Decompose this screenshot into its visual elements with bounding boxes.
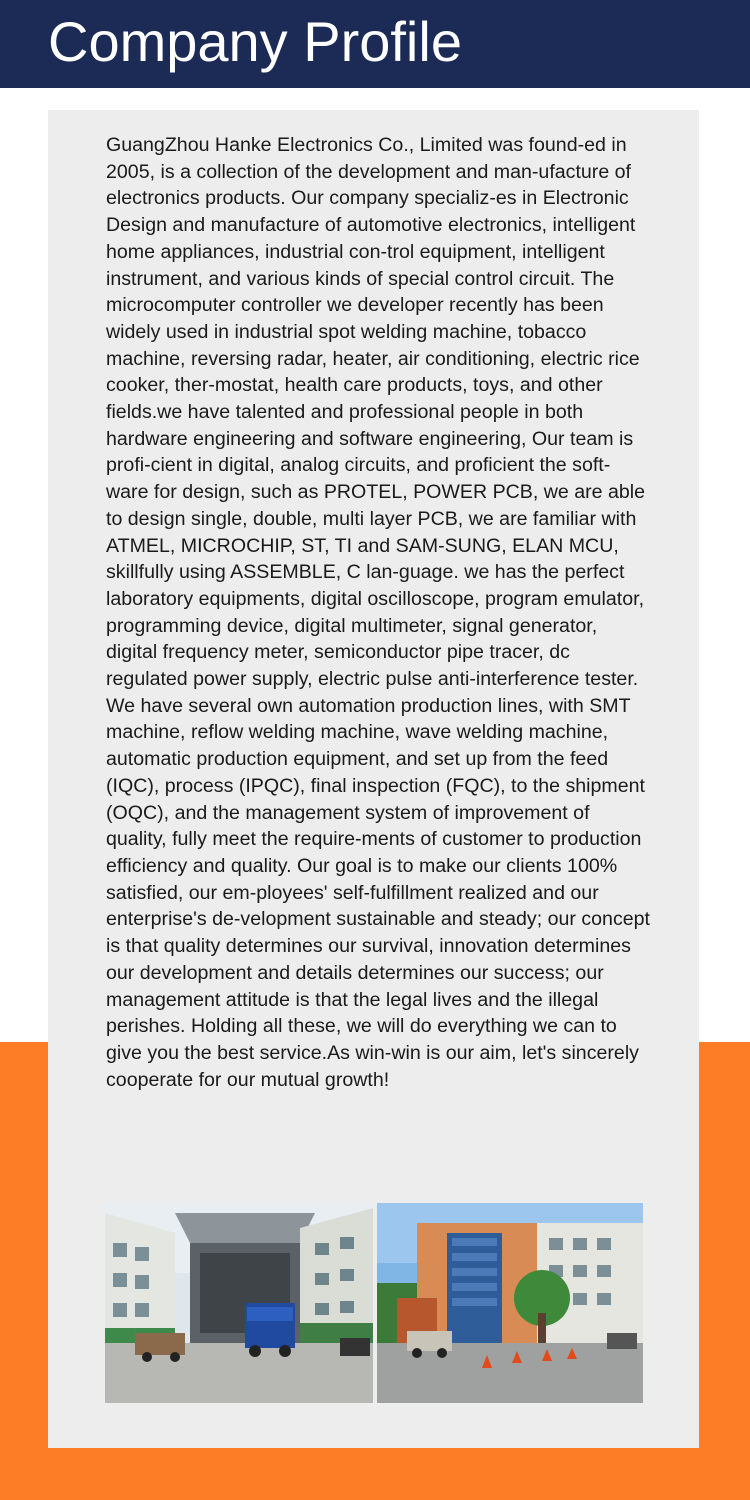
profile-text (106, 132, 651, 1093)
warehouse-photo (105, 1203, 373, 1403)
profile-paragraph-1: GuangZhou Hanke Electronics Co., Limited was found-ed in 2005, is a collection of the development and man-ufacture of electronics products. Our company specializ-es in Electronic Design and manufacture of automotive electronics, intelligent home appliances, industrial con-trol equipment, intelligent instrument, and various kinds of special control circuit. The microcomputer controller we developer recently has been widely used in industrial spot welding machine, tobacco machine, reversing radar, heater, air conditioning, electric rice cooker, ther-mostat, health care products, toys, and other fields.we have talented and professional people in both hardware engineering and software engineering, Our team is profi-cient in digital, analog circuits, and proficient the soft-ware for design, such as PROTEL, POWER PCB, we are able to design single, double, multi layer PCB, we are familiar with ATMEL, MICROCHIP, ST, TI and SAM-SUNG, ELAN MCU, skillfully using ASSEMBLE, C lan-guage. we has the perfect laboratory equipments, digital oscilloscope, program emulator, programming device, digital multimeter, signal generator, digital frequency meter, semiconductor pipe tracer, dc regulated power supply, electric pulse anti-interference tester. (106, 134, 646, 691)
page-title: Company Profile (48, 10, 462, 73)
profile-paragraph-2: We have several own automation production lines, with SMT machine, reflow welding machine, wave welding machine, automatic production equipment, and set up from the feed (IQC), process (IPQC), final inspection (FQC), to the shipment (OQC), and the management system of improvement of quality, fully meet the require-ments of customer to production efficiency and quality. Our goal is to make our clients 100% satisfied, our em-ployees' self-fulfillment realized and our enterprise's de-velopment sustainable and steady; our concept is that quality determines our survival, innovation determines our development and details determines our success; our management attitude is that the legal lives and the illegal perishes. Holding all these, we will do everything we can to give you the best service.As win-win is our aim, let's sincerely cooperate for our mutual growth! (106, 694, 650, 1091)
page-header (0, 0, 750, 88)
profile-card (48, 110, 699, 1448)
factory-photos (105, 1203, 643, 1403)
office-building-photo (377, 1203, 643, 1403)
